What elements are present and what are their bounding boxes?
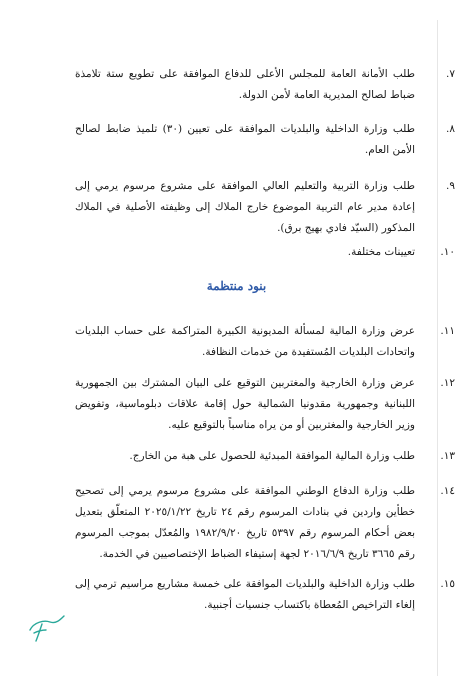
signature-mark bbox=[24, 608, 68, 644]
item-number: .١١ bbox=[440, 325, 455, 337]
agenda-item: طلب وزارة المالية الموافقة المبدئية للحصول على هبة من الخارج. bbox=[129, 450, 415, 462]
agenda-item: طلب وزارة الداخلية والبلديات الموافقة على تعيين (٣٠) تلميذ ضابط لصالح الأمن العام. bbox=[75, 123, 415, 156]
item-number: .١٣ bbox=[440, 450, 455, 462]
agenda-item: طلب الأمانة العامة للمجلس الأعلى للدفاع الموافقة على تطويع ستة تلامذة ضباط لصالح المديرية العامة لأمن الدولة. bbox=[75, 68, 415, 101]
item-number: .١٤ bbox=[440, 485, 455, 497]
item-number: .١٥ bbox=[440, 578, 455, 590]
agenda-item: عرض وزارة الخارجية والمغتربين التوقيع على البيان المشترك بين الجمهورية اللبنانية وجمهورية مقدونيا الشمالية حول إقامة علاقات دبلوماسية، وتفويض وزير الخارجية والمغتربين أو من يراه مناسباً بالتوقيع عليه. bbox=[75, 377, 415, 431]
agenda-item: عرض وزارة المالية لمسألة المديونية الكبيرة المتراكمة على حساب البلديات واتحادات البلديات المُستفيدة من خدمات النظافة. bbox=[75, 325, 415, 358]
item-number: .٩ bbox=[446, 180, 455, 192]
section-title: بنود منتظمة bbox=[206, 279, 267, 293]
item-number: .١٠ bbox=[440, 246, 455, 258]
item-number: .٧ bbox=[446, 68, 455, 80]
agenda-item: طلب وزارة التربية والتعليم العالي الموافقة على مشروع مرسوم يرمي إلى إعادة مدير عام التربية الموضوع خارج الملاك إلى وظيفته الأصلية في الملاك المذكور (السيّد فادي بهيج برق). bbox=[75, 180, 415, 234]
item-number: .٨ bbox=[446, 123, 455, 135]
agenda-item: تعيينات مختلفة. bbox=[347, 246, 415, 258]
agenda-item: طلب وزارة الداخلية والبلديات الموافقة على خمسة مشاريع مراسيم ترمي إلى إلغاء التراخيص المُعطاة باكتساب جنسيات أجنبية. bbox=[75, 578, 415, 611]
item-number: .١٢ bbox=[440, 377, 455, 389]
agenda-item: طلب وزارة الدفاع الوطني الموافقة على مشروع مرسوم يرمي إلى تصحيح خطأين واردين في بنادات المرسوم رقم ٢٤ تاريخ ٢٠٢٥/١/٢٢ المتعلّق بتعديل بعض أحكام المرسوم رقم ٥٣٩٧ تاريخ ١٩٨٢/٩/٢٠ والمُعدّل بموجب المرسوم رقم ٣٦٦٥ تاريخ ٢٠١٦/٦/٩ لجهة إستيفاء الضباط الإختصاصيين في الخدمة. bbox=[75, 485, 415, 560]
